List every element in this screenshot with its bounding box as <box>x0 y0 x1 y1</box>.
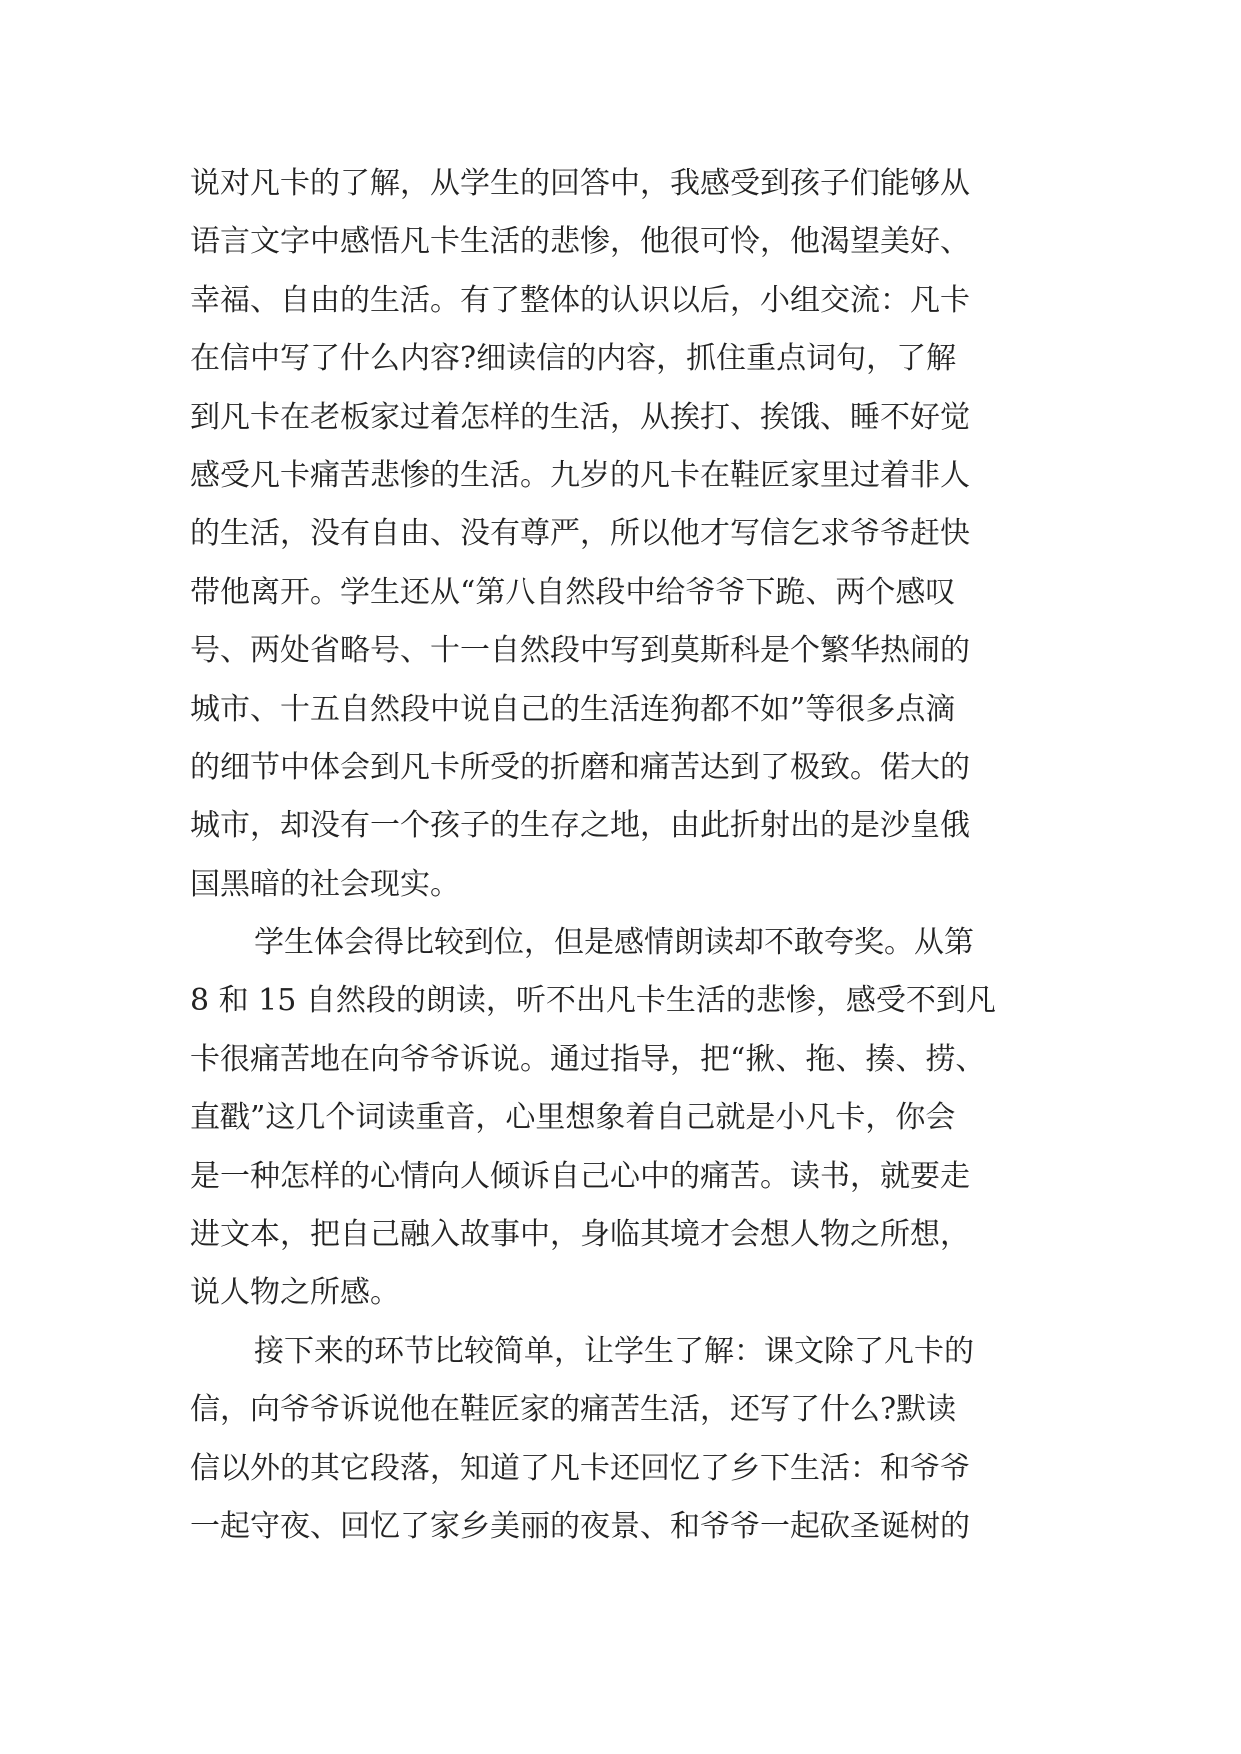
text-line: 的生活，没有自由、没有尊严，所以他才写信乞求爷爷赶快 <box>190 516 970 552</box>
text-line: 感受凡卡痛苦悲惨的生活。九岁的凡卡在鞋匠家里过着非人 <box>190 457 970 493</box>
text-line: 城市、十五自然段中说自己的生活连狗都不如”等很多点滴 <box>190 691 956 727</box>
text-line: 卡很痛苦地在向爷爷诉说。通过指导，把“揪、拖、揍、捞、 <box>190 1041 986 1077</box>
text-line: 语言文字中感悟凡卡生活的悲惨，他很可怜，他渴望美好、 <box>190 224 970 260</box>
text-line: 城市，却没有一个孩子的生存之地，由此折射出的是沙皇俄 <box>190 808 970 844</box>
text-line: 带他离开。学生还从“第八自然段中给爷爷下跪、两个感叹 <box>190 574 956 610</box>
text-line: 是一种怎样的心情向人倾诉自己心中的痛苦。读书，就要走 <box>190 1158 970 1194</box>
text-line: 国黑暗的社会现实。 <box>190 866 460 902</box>
body-text <box>190 155 1070 1556</box>
text-line: 到凡卡在老板家过着怎样的生活，从挨打、挨饿、睡不好觉 <box>190 399 970 435</box>
text-line: 直戳”这几个词读重音，心里想象着自己就是小凡卡，你会 <box>190 1100 956 1136</box>
text-line: 一起守夜、回忆了家乡美丽的夜景、和爷爷一起砍圣诞树的 <box>190 1508 970 1544</box>
text-line: 说人物之所感。 <box>190 1275 400 1311</box>
paragraph-start-line: 接下来的环节比较简单，让学生了解：课文除了凡卡的 <box>254 1333 974 1369</box>
text-line: 的细节中体会到凡卡所受的折磨和痛苦达到了极致。偌大的 <box>190 749 970 785</box>
text-line: 幸福、自由的生活。有了整体的认识以后，小组交流：凡卡 <box>190 282 970 318</box>
text-line: 信，向爷爷诉说他在鞋匠家的痛苦生活，还写了什么?默读 <box>190 1392 957 1428</box>
paragraph-start-line: 学生体会得比较到位，但是感情朗读却不敢夸奖。从第 <box>254 925 974 961</box>
text-line: 8 和 15 自然段的朗读，听不出凡卡生活的悲惨，感受不到凡 <box>190 983 996 1019</box>
text-line: 在信中写了什么内容?细读信的内容，抓住重点词句，了解 <box>190 341 957 377</box>
text-line: 信以外的其它段落，知道了凡卡还回忆了乡下生活：和爷爷 <box>190 1450 970 1486</box>
text-line: 说对凡卡的了解，从学生的回答中，我感受到孩子们能够从 <box>190 166 970 201</box>
text-line: 号、两处省略号、十一自然段中写到莫斯科是个繁华热闹的 <box>190 633 970 669</box>
text-line: 进文本，把自己融入故事中，身临其境才会想人物之所想， <box>190 1217 970 1253</box>
